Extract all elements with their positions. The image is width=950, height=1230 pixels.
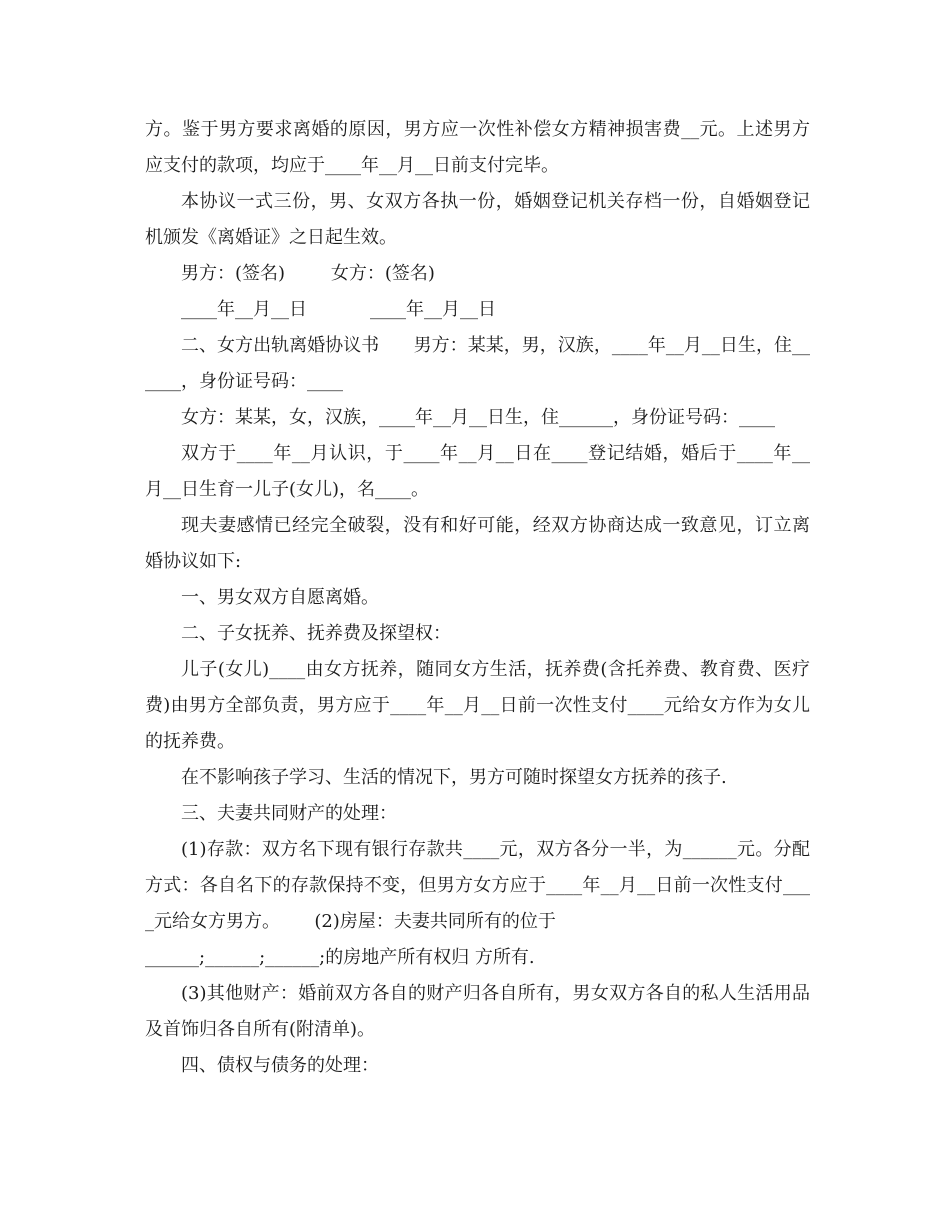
paragraph-clause-three-title: 三、夫妻共同财产的处理：: [181, 803, 397, 824]
paragraph-child-custody: 儿子(女儿)____由女方抚养，随同女方生活，抚养费(含托养费、教育费、医疗费)由男方全部负责，男方应于____年__月__日前一次性支付____元给女方作为女儿的抚养费。: [145, 659, 810, 752]
paragraph-deposits-and-house: (1)存款：双方名下现有银行存款共____元，双方各分一半，为______元。分配方式：各自名下的存款保持不变，但男方女方应于____年__月__日前一次性支付____元给女方男方。 (2)房屋：夫妻共同所有的位于: [145, 839, 810, 932]
paragraph-clause-four-title: 四、债权与债务的处理：: [181, 1055, 379, 1076]
paragraph-house-ownership: ______;______;______;的房地产所有权归 方所有.: [145, 947, 535, 968]
paragraph-clause-two-title: 二、子女抚养、抚养费及探望权：: [181, 623, 451, 644]
paragraph-section-two-title-husband: 二、女方出轨离婚协议书 男方：某某，男，汉族，____年__月__日生，住______，身份证号码：____: [145, 335, 810, 392]
paragraph-compensation-clause: 方。鉴于男方要求离婚的原因，男方应一次性补偿女方精神损害费__元。上述男方应支付的款项，均应于____年__月__日前支付完毕。: [145, 119, 810, 176]
paragraph-agreement-intro: 现夫妻感情已经完全破裂，没有和好可能，经双方协商达成一致意见，订立离婚协议如下:: [145, 515, 810, 572]
paragraph-wife-info: 女方：某某，女，汉族，____年__月__日生，住______，身份证号码：____: [181, 407, 775, 428]
paragraph-other-property: (3)其他财产：婚前双方各自的财产归各自所有，男女双方各自的私人生活用品及首饰归各自所有(附清单)。: [145, 983, 810, 1040]
paragraph-visitation: 在不影响孩子学习、生活的情况下，男方可随时探望女方抚养的孩子.: [181, 767, 727, 788]
paragraph-marriage-history: 双方于____年__月认识，于____年__月__日在____登记结婚，婚后于____年__月__日生育一儿子(女儿)，名____。: [145, 443, 810, 500]
paragraph-signature-dates: ____年__月__日 ____年__月__日: [181, 299, 496, 320]
paragraph-signatures: 男方：(签名) 女方：(签名): [181, 263, 435, 284]
document-body: [145, 112, 810, 1084]
paragraph-effective-clause: 本协议一式三份，男、女双方各执一份，婚姻登记机关存档一份，自婚姻登记机颁发《离婚证》之日起生效。: [145, 191, 810, 248]
paragraph-clause-one: 一、男女双方自愿离婚。: [181, 587, 379, 608]
